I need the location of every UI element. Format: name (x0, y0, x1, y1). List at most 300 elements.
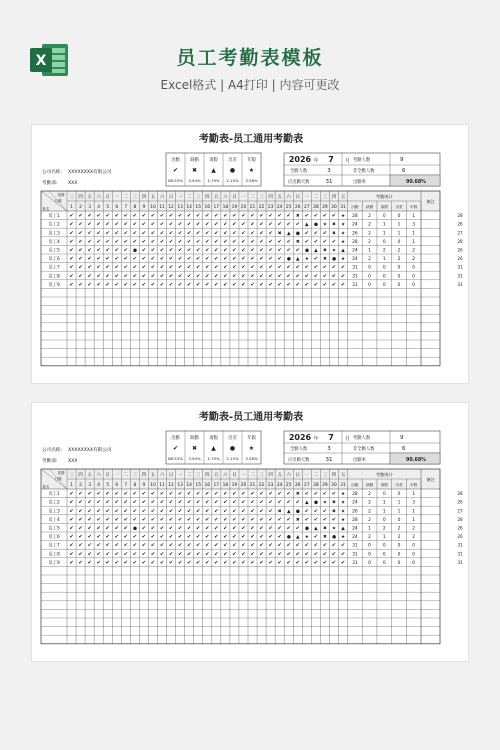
row-side-value: 31 (457, 264, 463, 270)
attendance-mark-icon: ✔ (105, 491, 110, 498)
attendance-mark-icon: ✔ (87, 491, 92, 498)
stats-column-header: 出勤 (351, 483, 359, 487)
attendance-mark-icon: ✔ (250, 256, 255, 263)
employee-name: 员工3 (48, 231, 60, 237)
dept-label: 考勤部: (42, 181, 58, 186)
attendance-mark-icon: ✔ (223, 213, 228, 220)
attendance-mark-icon: ✔ (277, 525, 282, 532)
attendance-mark-icon: ✔ (241, 273, 246, 280)
attendance-mark-icon: ✔ (78, 551, 83, 558)
legend-percent: 3.94% (188, 456, 201, 461)
attendance-mark-icon: ✔ (232, 264, 237, 271)
date-label: 17 (213, 483, 220, 488)
attendance-mark-icon: ✔ (313, 230, 319, 237)
stat-value: 1 (382, 500, 386, 506)
weekday-label: 五 (214, 195, 219, 200)
rate-label: 出勤率 (353, 458, 366, 463)
attendance-mark-icon: ✔ (123, 213, 129, 220)
weekday-label: 四 (141, 195, 147, 200)
attendance-mark-icon: ✔ (286, 525, 291, 532)
attendance-mark-icon: ✔ (214, 230, 219, 237)
date-label: 4 (97, 483, 101, 488)
legend-symbol-icon: ✖ (191, 445, 198, 452)
stat-value: 2 (368, 214, 371, 220)
weekday-label: 日 (232, 195, 237, 200)
attendance-mark-icon: ✔ (69, 499, 74, 506)
attendance-mark-icon: ✔ (223, 273, 228, 280)
attendance-mark-icon: ✔ (87, 551, 92, 558)
legend-symbol-icon: ✔ (172, 445, 179, 452)
legend-percent: 2.15% (226, 456, 239, 461)
date-label: 30 (331, 483, 337, 488)
date-label: 14 (186, 483, 192, 488)
stat-value: 1 (397, 231, 401, 237)
attend-count-label: 考勤人数 (353, 158, 371, 163)
attendance-mark-icon: ✔ (96, 281, 101, 288)
date-label: 23 (267, 483, 274, 488)
weekday-label: 二 (313, 195, 319, 200)
employee-name: 员工6 (48, 535, 60, 541)
attendance-mark-icon: ✔ (96, 273, 101, 280)
date-label: 16 (204, 483, 211, 488)
attendance-mark-icon: ✔ (114, 256, 119, 263)
attendance-mark-icon: ✔ (241, 525, 246, 532)
attendance-mark-icon: ✔ (232, 247, 237, 254)
stat-value: 0 (382, 560, 386, 566)
attendance-mark-icon: ✔ (223, 264, 228, 271)
date-label: 28 (313, 483, 319, 488)
stat-value: 0 (412, 265, 416, 271)
attendance-mark-icon: ✔ (313, 551, 319, 558)
stat-value: 0 (382, 239, 386, 245)
attendance-mark-icon: ✔ (214, 516, 219, 523)
stat-value: 31 (352, 543, 358, 549)
weekday-label: 日 (168, 473, 174, 478)
attendance-mark-icon: ✔ (286, 516, 291, 523)
attendance-mark-icon: ✔ (232, 542, 237, 549)
attendance-mark-icon: ✔ (96, 491, 101, 498)
attendance-mark-icon: ✔ (205, 256, 210, 263)
attendance-mark-icon: ✔ (277, 238, 282, 245)
attendance-mark-icon: ✔ (313, 516, 319, 523)
stats-column-header: 出差 (395, 483, 403, 487)
attendance-mark-icon: ✔ (159, 499, 165, 506)
remark-header: 备注 (426, 477, 435, 482)
attendance-mark-icon: ✔ (69, 238, 74, 245)
attendance-mark-icon: ✔ (78, 499, 83, 506)
attendance-mark-icon: ★ (340, 257, 346, 263)
attendance-mark-icon: ✔ (177, 281, 183, 288)
weekday-label: 一 (177, 473, 183, 478)
attendance-mark-icon: ✔ (78, 264, 83, 271)
attendance-mark-icon: ✔ (259, 256, 264, 263)
legend-label: 出差 (228, 436, 237, 441)
attendance-mark-icon: ✔ (132, 230, 138, 237)
attendance-mark-icon: ✔ (87, 559, 92, 566)
attendance-mark-icon: ✔ (87, 525, 92, 532)
stat-value: 26 (352, 231, 358, 237)
employee-name: 员工7 (48, 265, 60, 271)
attendance-mark-icon: ✔ (214, 221, 219, 228)
weekday-label: 二 (186, 195, 192, 200)
weekday-label: 三 (69, 473, 74, 478)
weekday-label: 日 (105, 195, 110, 200)
attendance-mark-icon: ✔ (223, 551, 228, 558)
attendance-mark-icon: ✔ (114, 264, 119, 271)
attendance-mark-icon: ✔ (205, 499, 210, 506)
attendance-mark-icon: ✔ (277, 221, 282, 228)
attendance-mark-icon: ✔ (277, 491, 282, 498)
stat-value: 0 (412, 552, 416, 558)
attendance-mark-icon: ✔ (241, 534, 246, 541)
stat-value: 0 (368, 543, 371, 549)
attendance-mark-icon: ✔ (232, 516, 237, 523)
attendance-mark-icon: ✔ (304, 238, 310, 245)
weekday-label: 二 (250, 473, 255, 478)
attendance-mark-icon: ✔ (322, 491, 328, 498)
attendance-mark-icon: ✔ (168, 273, 174, 280)
attendance-mark-icon: ✔ (232, 508, 237, 515)
attendance-mark-icon: ● (286, 535, 291, 541)
due-days-value: 31 (325, 457, 333, 463)
year-value: 2026 (288, 155, 312, 164)
attendance-mark-icon: ✔ (232, 525, 237, 532)
attendance-mark-icon: ✔ (259, 491, 264, 498)
attendance-mark-icon: ✔ (286, 221, 291, 228)
weekday-label: 三 (322, 473, 328, 478)
attendance-mark-icon: ✔ (159, 542, 165, 549)
stat-value: 0 (412, 274, 416, 280)
attendance-mark-icon: ✔ (78, 273, 83, 280)
attendance-mark-icon: ✔ (87, 499, 92, 506)
stat-value: 0 (412, 282, 416, 288)
attendance-mark-icon: ✔ (250, 508, 255, 515)
attendance-mark-icon: ✔ (96, 230, 101, 237)
weekday-label: 六 (286, 195, 291, 200)
attendance-mark-icon: ✔ (141, 230, 147, 237)
attendance-mark-icon: ✔ (277, 264, 282, 271)
date-label: 27 (304, 205, 310, 210)
attendance-mark-icon: ✔ (177, 516, 183, 523)
attendance-mark-icon: ✔ (295, 247, 300, 254)
stats-column-header: 年假 (410, 205, 418, 209)
attendance-mark-icon: ✔ (141, 221, 147, 228)
stat-value: 2 (368, 492, 371, 498)
attendance-mark-icon: ✔ (87, 264, 92, 271)
attendance-mark-icon: ✔ (241, 499, 246, 506)
row-side-value: 28 (457, 491, 463, 497)
stat-value: 0 (368, 274, 371, 280)
attendance-mark-icon: ✔ (286, 542, 291, 549)
attendance-mark-icon: ✔ (268, 213, 273, 220)
legend-label: 缺勤 (190, 158, 199, 163)
attendance-mark-icon: ✔ (150, 247, 156, 254)
stat-value: 1 (368, 248, 371, 254)
weekday-label: 一 (114, 473, 119, 478)
attendance-mark-icon: ✔ (69, 273, 74, 280)
attendance-mark-icon: ✔ (205, 516, 210, 523)
legend-symbol-icon: ★ (248, 445, 255, 452)
attendance-mark-icon: ✔ (322, 508, 328, 515)
attendance-mark-icon: ✔ (268, 499, 273, 506)
attendance-mark-icon: ✔ (259, 534, 264, 541)
attendance-mark-icon: ✔ (205, 213, 210, 220)
attendance-mark-icon: ✖ (322, 248, 327, 254)
attendance-mark-icon: ✔ (268, 516, 273, 523)
attendance-mark-icon: ✔ (196, 559, 201, 566)
attendance-mark-icon: ✔ (223, 525, 228, 532)
attendance-mark-icon: ✔ (177, 499, 183, 506)
attendance-mark-icon: ✔ (322, 559, 328, 566)
weekday-label: 四 (268, 473, 273, 478)
date-label: 10 (150, 205, 156, 210)
attendance-mark-icon: ✔ (322, 281, 328, 288)
employee-name: 员工9 (48, 282, 60, 288)
attendance-mark-icon: ✔ (168, 499, 174, 506)
attendance-mark-icon: ✔ (87, 281, 92, 288)
attendance-mark-icon: ✔ (87, 230, 92, 237)
attendance-mark-icon: ✔ (277, 499, 282, 506)
stats-column-header: 年假 (410, 483, 418, 487)
attendance-mark-icon: ✔ (223, 508, 228, 515)
due-days-label: 应出勤天数 (288, 180, 310, 185)
weekday-label: 五 (87, 195, 92, 200)
attendance-mark-icon: ✔ (168, 213, 174, 220)
attendance-mark-icon: ★ (340, 214, 346, 220)
attendance-mark-icon: ✔ (304, 551, 310, 558)
attendance-mark-icon: ✔ (295, 499, 300, 506)
attendance-mark-icon: ✖ (332, 231, 336, 237)
attendance-mark-icon: ✔ (313, 508, 319, 515)
attendance-mark-icon: ✔ (105, 264, 110, 271)
row-side-value: 26 (457, 221, 463, 227)
attendance-mark-icon: ✔ (69, 247, 74, 254)
attendance-mark-icon: ✔ (69, 508, 74, 515)
attendance-mark-icon: ✔ (69, 213, 74, 220)
employee-name: 员工3 (48, 509, 60, 515)
attendance-mark-icon: ✔ (313, 213, 319, 220)
attendance-mark-icon: ✔ (168, 230, 174, 237)
attendance-mark-icon: ★ (340, 500, 346, 506)
attendance-mark-icon: ✖ (277, 231, 282, 237)
legend-percent: 88.53% (168, 178, 183, 183)
attendance-mark-icon: ✔ (232, 238, 237, 245)
legend-percent: 2.15% (226, 178, 239, 183)
attendance-mark-icon: ✔ (205, 230, 210, 237)
attendance-mark-icon: ✔ (250, 525, 255, 532)
employee-name: 员工1 (48, 214, 60, 220)
stat-value: 24 (352, 535, 358, 541)
attendance-mark-icon: ✔ (223, 230, 228, 237)
attendance-mark-icon: ✔ (177, 559, 183, 566)
attendance-mark-icon: ✔ (304, 264, 310, 271)
attendance-mark-icon: ✔ (241, 256, 246, 263)
date-label: 3 (88, 205, 92, 210)
date-label: 27 (304, 483, 310, 488)
date-label: 2 (79, 483, 82, 488)
attendance-mark-icon: ✔ (123, 491, 129, 498)
weekday-label: 三 (132, 195, 138, 200)
attendance-mark-icon: ✔ (223, 516, 228, 523)
attendance-mark-icon: ▲ (341, 248, 345, 254)
attendance-mark-icon: ✔ (259, 221, 264, 228)
attendance-mark-icon: ✔ (331, 542, 337, 549)
attendance-mark-icon: ✔ (186, 221, 192, 228)
attendance-mark-icon: ✔ (69, 491, 74, 498)
attendance-mark-icon: ✔ (78, 247, 83, 254)
attendance-mark-icon: ✔ (259, 559, 264, 566)
attendance-mark-icon: ✔ (78, 516, 83, 523)
date-label: 15 (195, 483, 202, 488)
attendance-mark-icon: ✔ (250, 559, 255, 566)
attendance-mark-icon: ✔ (132, 238, 138, 245)
attendance-mark-icon: ✔ (105, 247, 110, 254)
attendance-mark-icon: ▲ (296, 257, 300, 263)
attendance-mark-icon: ✔ (114, 281, 119, 288)
legend-label: 出勤 (171, 436, 180, 441)
stat-value: 2 (382, 526, 386, 532)
attendance-mark-icon: ✔ (78, 238, 83, 245)
attendance-mark-icon: ✔ (141, 238, 147, 245)
attendance-mark-icon: ✔ (340, 559, 346, 566)
attendance-mark-icon: ✔ (232, 221, 237, 228)
remark-header: 备注 (426, 199, 435, 204)
stat-value: 24 (352, 248, 358, 254)
attendance-mark-icon: ✔ (241, 542, 246, 549)
attendance-mark-icon: ✔ (259, 247, 264, 254)
page-header (0, 0, 500, 110)
row-side-value: 28 (457, 516, 463, 522)
attendance-mark-icon: ✔ (123, 264, 129, 271)
date-label: 26 (294, 483, 301, 488)
attendance-mark-icon: ✖ (277, 509, 282, 515)
attendance-mark-icon: ✔ (196, 542, 201, 549)
attendance-sheet-1 (31, 124, 469, 384)
stat-value: 26 (352, 509, 358, 515)
date-label: 12 (168, 483, 174, 488)
weekday-label: 一 (304, 195, 310, 200)
attendance-mark-icon: ✔ (87, 542, 92, 549)
attendance-mark-icon: ✔ (196, 516, 201, 523)
attendance-mark-icon: ✔ (186, 256, 192, 263)
attendance-mark-icon: ✔ (277, 516, 282, 523)
attendance-mark-icon: ✔ (205, 247, 210, 254)
date-label: 9 (142, 205, 146, 210)
attendance-mark-icon: ✔ (196, 247, 201, 254)
attendance-mark-icon: ✔ (250, 534, 255, 541)
stat-value: 1 (412, 239, 416, 245)
attendance-mark-icon: ✔ (268, 508, 273, 515)
attendance-mark-icon: ✔ (250, 281, 255, 288)
attendance-mark-icon: ✔ (177, 551, 183, 558)
attendance-mark-icon: ✔ (150, 499, 156, 506)
attendance-mark-icon: ✔ (286, 273, 291, 280)
attendance-mark-icon: ✔ (259, 508, 264, 515)
nonfull-count-label: 非全勤人数 (353, 447, 375, 452)
legend-percent: 88.53% (168, 456, 183, 461)
attendance-mark-icon: ✔ (196, 534, 201, 541)
attendance-mark-icon: ✔ (123, 559, 129, 566)
attendance-mark-icon: ✔ (78, 230, 83, 237)
row-side-value: 31 (457, 551, 463, 557)
legend-symbol-icon: ✔ (172, 167, 179, 174)
attendance-mark-icon: ✔ (87, 221, 92, 228)
attendance-mark-icon: ✔ (268, 264, 273, 271)
attendance-mark-icon: ✔ (177, 238, 183, 245)
attendance-mark-icon: ✔ (186, 516, 192, 523)
attendance-mark-icon: ✔ (141, 559, 147, 566)
date-label: 6 (115, 205, 119, 210)
attendance-mark-icon: ✔ (196, 213, 201, 220)
weekday-label: 日 (105, 473, 110, 478)
attendance-mark-icon: ✔ (132, 551, 138, 558)
stat-value: 0 (382, 517, 386, 523)
stat-value: 1 (382, 535, 386, 541)
stat-value: 0 (382, 543, 386, 549)
attendance-mark-icon: ✔ (96, 559, 101, 566)
attendance-mark-icon: ✔ (214, 559, 219, 566)
employee-name: 员工1 (48, 492, 60, 498)
stat-value: 24 (352, 526, 358, 532)
weekday-label: 六 (223, 473, 228, 478)
attendance-mark-icon: ✔ (214, 238, 219, 245)
attendance-mark-icon: ✔ (141, 534, 147, 541)
stat-value: 28 (352, 517, 358, 523)
stat-value: 31 (352, 560, 358, 566)
attendance-mark-icon: ✔ (286, 247, 291, 254)
attendance-mark-icon: ✔ (313, 559, 319, 566)
attendance-mark-icon: ✔ (196, 230, 201, 237)
weekday-label: 五 (214, 473, 219, 478)
attendance-mark-icon: ✔ (205, 221, 210, 228)
stat-value: 2 (412, 535, 416, 541)
date-label: 22 (258, 483, 265, 488)
attendance-mark-icon: ✔ (304, 508, 310, 515)
attendance-mark-icon: ✔ (196, 551, 201, 558)
nonfull-count-value: 6 (402, 446, 406, 452)
attendance-mark-icon: ✔ (205, 559, 210, 566)
attendance-mark-icon: ✔ (150, 213, 156, 220)
attendance-mark-icon: ✔ (304, 491, 310, 498)
stat-value: 31 (352, 274, 358, 280)
weekday-label: 三 (259, 195, 264, 200)
weekday-label: 日 (295, 473, 300, 478)
stat-value: 0 (397, 265, 401, 271)
attendance-mark-icon: ✔ (277, 551, 282, 558)
attendance-mark-icon: ✔ (150, 551, 156, 558)
date-label: 8 (133, 483, 137, 488)
attendance-mark-icon: ✔ (177, 534, 183, 541)
stats-column-header: 缺勤 (365, 483, 374, 487)
stat-value: 0 (368, 552, 371, 558)
rate-value: 90.68% (406, 180, 426, 185)
legend-label: 请假 (209, 436, 218, 441)
attendance-mark-icon: ✔ (186, 264, 192, 271)
attendance-mark-icon: ★ (340, 509, 346, 515)
row-side-value: 26 (457, 525, 463, 531)
row-side-value: 26 (457, 534, 463, 540)
date-label: 29 (322, 483, 328, 488)
weekday-label: 五 (277, 195, 282, 200)
attendance-mark-icon: ✔ (223, 491, 228, 498)
attendance-mark-icon: ▲ (341, 526, 345, 532)
attendance-mark-icon: ✔ (78, 213, 83, 220)
attendance-mark-icon: ▲ (314, 526, 318, 532)
attendance-mark-icon: ✔ (69, 264, 74, 271)
weekday-label: 三 (322, 195, 328, 200)
weekday-label: 五 (340, 195, 346, 200)
attendance-mark-icon: ✔ (141, 281, 147, 288)
